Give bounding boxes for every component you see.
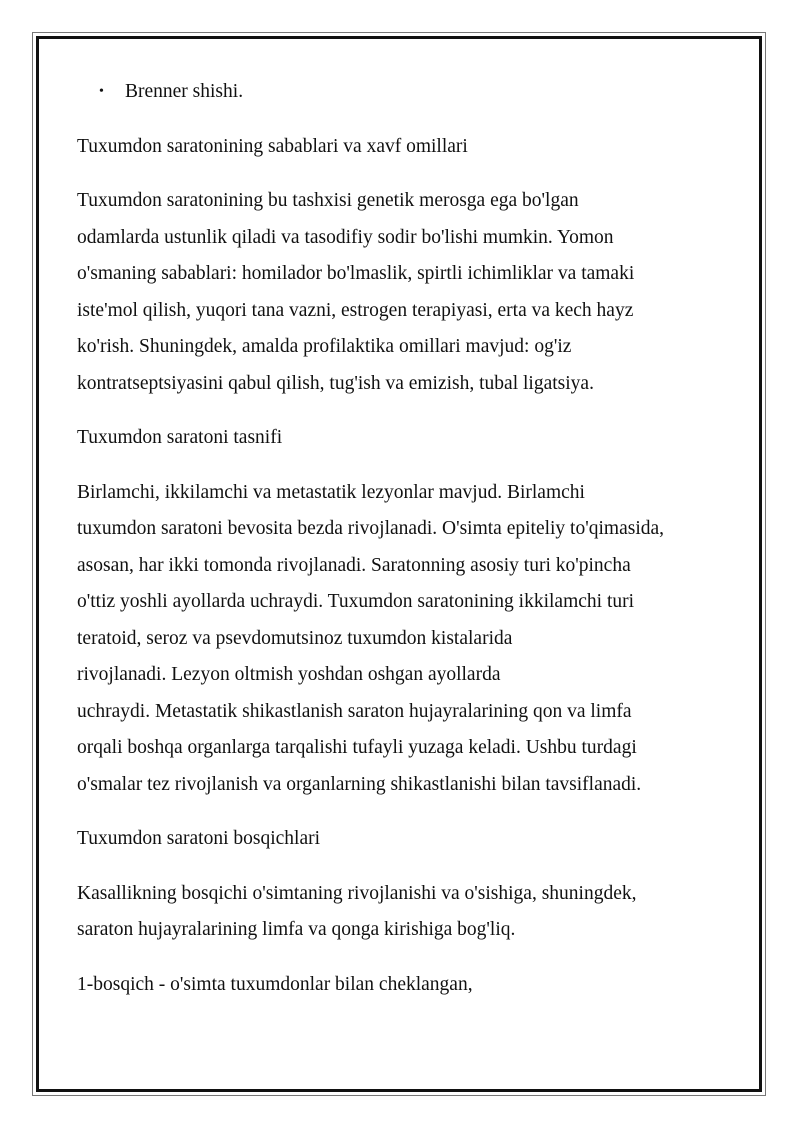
text-line: iste'mol qilish, yuqori tana vazni, estrogen terapiyasi, erta va kech hayz xyxy=(77,299,634,321)
text-line: tuxumdon saratoni bevosita bezda rivojlanadi. O'simta epiteliy to'qimasida, xyxy=(77,518,665,539)
text-line: odamlarda ustunlik qiladi va tasodifiy sodir bo'lishi mumkin. Yomon xyxy=(77,226,614,248)
text-line: Birlamchi, ikkilamchi va metastatik lezyonlar mavjud. Birlamchi xyxy=(77,481,585,503)
text-line: Tuxumdon saratonining bu tashxisi genetik merosga ega bo'lgan xyxy=(77,190,579,211)
list-item-text: Brenner shishi. xyxy=(125,81,244,102)
text-line: o'smaning sabablari: homilador bo'lmaslik, spirtli ichimliklar va tamaki xyxy=(77,263,635,284)
text-line: ko'rish. Shuningdek, amalda profilaktika omillari mavjud: og'iz xyxy=(77,336,572,357)
section-heading-stages: Tuxumdon saratoni bosqichlari xyxy=(77,828,321,849)
text-line: rivojlanadi. Lezyon oltmish yoshdan oshgan ayollarda xyxy=(77,664,501,685)
document-body xyxy=(77,74,737,1003)
text-line: Kasallikning bosqichi o'simtaning rivojlanishi va o'sishiga, shuningdek, xyxy=(77,882,637,904)
paragraph-stage-one: 1-bosqich - o'simta tuxumdonlar bilan cheklangan, xyxy=(77,973,473,995)
list-item xyxy=(77,74,737,111)
text-line: o'smalar tez rivojlanish va organlarning shikastlanishi bilan tavsiflanadi. xyxy=(77,773,642,795)
paragraph-causes xyxy=(77,183,737,402)
paragraph-stages xyxy=(77,876,737,949)
bullet-list xyxy=(77,74,737,111)
section-heading-classification: Tuxumdon saratoni tasnifi xyxy=(77,427,283,448)
paragraph-classification xyxy=(77,475,737,804)
text-line: orqali boshqa organlarga tarqalishi tufayli yuzaga keladi. Ushbu turdagi xyxy=(77,737,637,758)
bullet-icon: • xyxy=(99,84,104,99)
text-line: uchraydi. Metastatik shikastlanish saraton hujayralarining qon va limfa xyxy=(77,700,632,722)
text-line: o'ttiz yoshli ayollarda uchraydi. Tuxumdon saratonining ikkilamchi turi xyxy=(77,591,635,612)
text-line: kontratseptsiyasini qabul qilish, tug'ish va emizish, tubal ligatsiya. xyxy=(77,372,594,394)
text-line: teratoid, seroz va psevdomutsinoz tuxumdon kistalarida xyxy=(77,627,513,649)
text-line: saraton hujayralarining limfa va qonga kirishiga bog'liq. xyxy=(77,919,516,940)
section-heading-causes: Tuxumdon saratonining sabablari va xavf omillari xyxy=(77,135,468,157)
text-line: asosan, har ikki tomonda rivojlanadi. Saratonning asosiy turi ko'pincha xyxy=(77,554,631,576)
